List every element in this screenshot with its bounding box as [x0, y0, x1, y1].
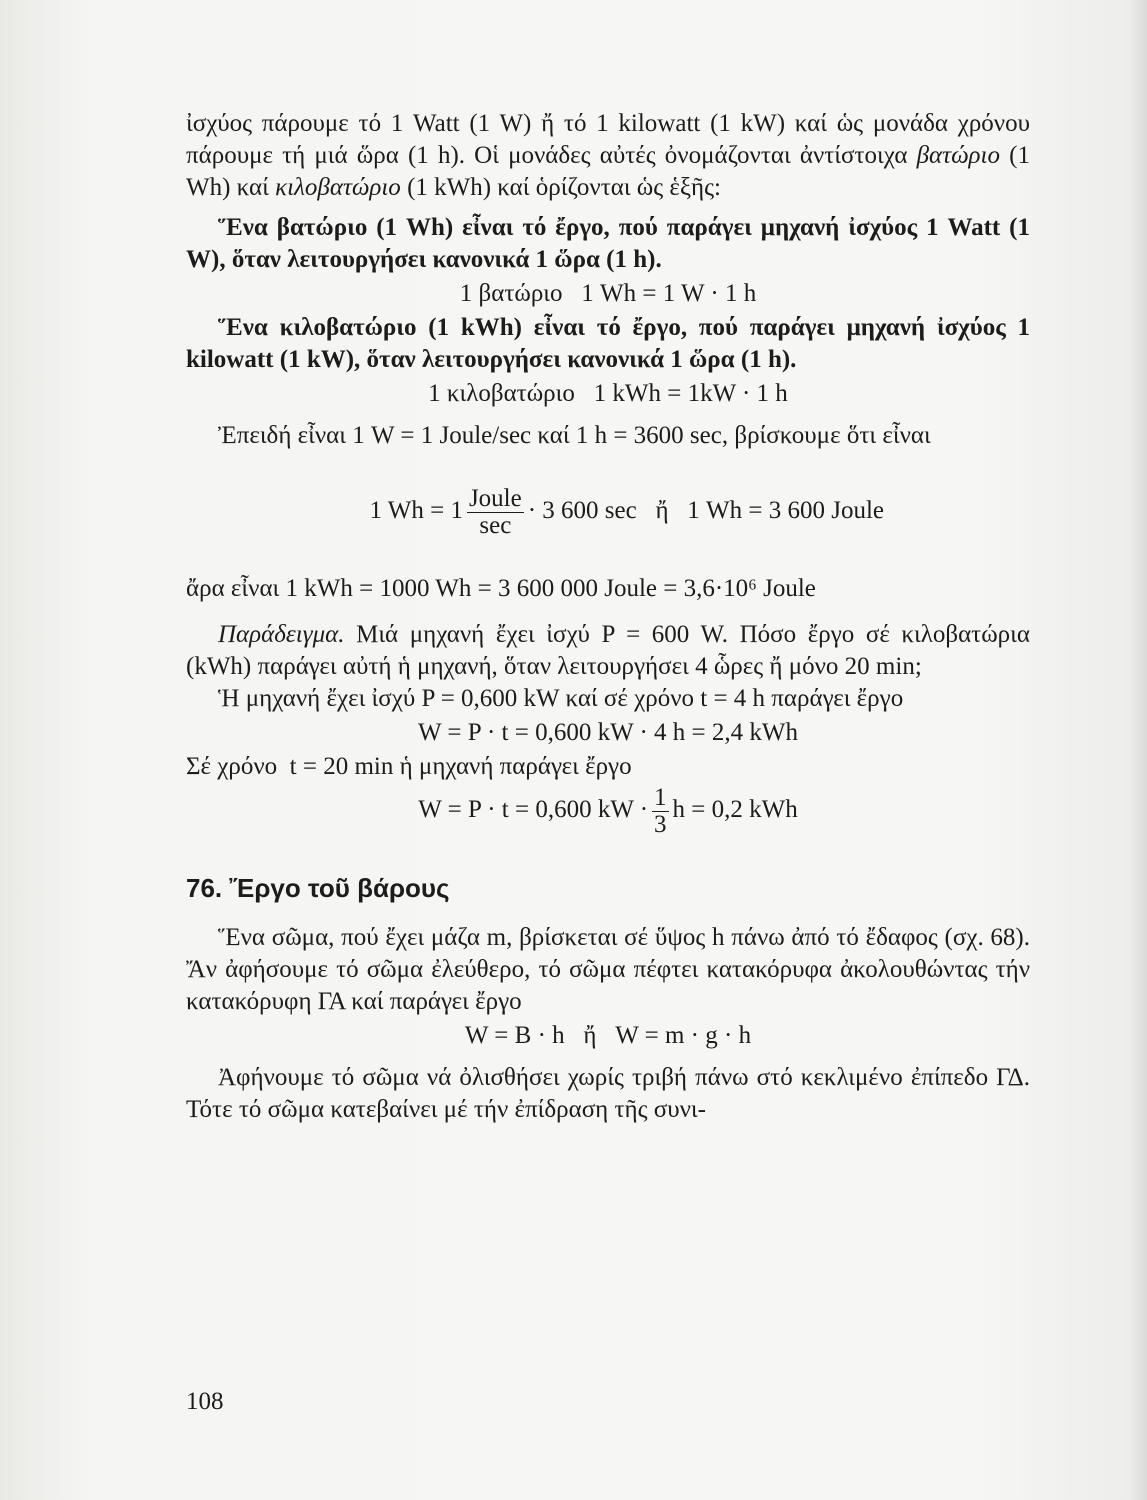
page-content: [186, 108, 1030, 1126]
page-number: 108: [186, 1388, 224, 1415]
fraction-numerator: 1: [654, 784, 667, 811]
equation-kwh-joule: ἄρα εἶναι 1 kWh = 1000 Wh = 3 600 000 Joule = 3,6·10⁶ Joule: [186, 575, 816, 602]
section-paragraph-1: Ἕνα σῶμα, πού ἔχει μάζα m, βρίσκεται σέ ὕψος h πάνω ἀπό τό ἔδαφος (σχ. 68). Ἄν ἀφήσουμε τό σῶμα ἐλεύθερο, τό σῶμα πέφτει κατακόρυφα ἀκολουθώντας τήν κατακόρυφη ΓΑ καί παράγει ἔργο: [186, 924, 1030, 1015]
definition-kwh: Ἕνα κιλοβατώριο (1 kWh) εἶναι τό ἔργο, πού παράγει μηχανή ἰσχύος 1 kilowatt (1 kW), ὅταν λειτουργήσει κανονικά 1 ὥρα (1 h).: [186, 314, 1030, 373]
fraction-one-third: [652, 785, 669, 838]
fraction-denominator: 3: [654, 811, 667, 838]
section-heading: 76. Ἔργο τοῦ βάρους: [186, 873, 450, 903]
equation-kwh: 1 κιλοβατώριο 1 kWh = 1kW · 1 h: [428, 380, 788, 407]
eq2-right: h = 0,2 kWh: [672, 796, 798, 824]
equation-wh-joule: [186, 454, 1030, 571]
section-paragraph-2: Ἀφήνουμε τό σῶμα νά ὀλισθήσει χωρίς τριβή πάνω στό κεκλιμένο ἐπίπεδο ΓΔ. Τότε τό σῶμα κατεβαίνει μέ τήν ἐπίδραση τῆς συνι-: [186, 1064, 1030, 1123]
intro-paragraph: [186, 108, 1030, 204]
example-line-1: Ἡ μηχανή ἔχει ἰσχύ P = 0,600 kW καί σέ χρόνο t = 4 h παράγει ἔργο: [218, 685, 904, 712]
example-label: Παράδειγμα.: [218, 621, 345, 648]
intro-text-a: ἰσχύος πάρουμε τό 1 Watt (1 W) ἤ τό 1 kilowatt (1 kW) καί ὡς μονάδα χρόνου πάρουμε τή μιά ὥρα (1 h). Οἱ μονάδες αὐτές ὀνομάζονται ἀντίστοιχα: [186, 110, 1030, 169]
page-edge-shadow: [1129, 0, 1147, 1500]
example-question: Μιά μηχανή ἔχει ἰσχύ P = 600 W. Πόσο ἔργο σέ κιλοβατώρια (kWh) παράγει αὐτή ἡ μηχανή, ὅταν λειτουργήσει 4 ὧρες ἤ μόνο 20 min;: [186, 621, 1030, 680]
fraction-numerator: Joule: [468, 485, 522, 512]
section-equation: W = B · h ἤ W = m · g · h: [464, 1022, 752, 1049]
example-equation-1: W = P · t = 0,600 kW · 4 h = 2,4 kWh: [417, 719, 798, 746]
since-paragraph: Ἐπειδή εἶναι 1 W = 1 Joule/sec καί 1 h = 3600 sec, βρίσκουμε ὅτι εἶναι: [218, 422, 931, 449]
example-equation-2: [186, 785, 1030, 838]
fraction-denominator: sec: [479, 512, 512, 539]
intro-term-wh: βατώριο: [916, 142, 1001, 169]
equation-wh: 1 βατώριο 1 Wh = 1 W · 1 h: [459, 280, 757, 307]
intro-text-e: (1 kWh) καί ὁρίζονται ὡς ἑξῆς:: [400, 174, 721, 201]
fraction-joule-sec: [467, 486, 524, 539]
example-paragraph: [186, 619, 1030, 683]
intro-term-kwh: κιλοβατώριο: [275, 174, 401, 201]
eq-joule-right: · 3 600 sec ἤ 1 Wh = 3 600 Joule: [527, 497, 885, 525]
example-line-2: Σέ χρόνο t = 20 min ἡ μηχανή παράγει ἔργο: [186, 753, 632, 780]
definition-wh: Ἕνα βατώριο (1 Wh) εἶναι τό ἔργο, πού παράγει μηχανή ἰσχύος 1 Watt (1 W), ὅταν λειτουργήσει κανονικά 1 ὥρα (1 h).: [186, 214, 1030, 273]
eq2-left: W = P · t = 0,600 kW ·: [418, 796, 649, 824]
eq-joule-left: 1 Wh = 1: [369, 497, 463, 525]
intro-text-c: (1 Wh) καί: [186, 142, 1030, 201]
